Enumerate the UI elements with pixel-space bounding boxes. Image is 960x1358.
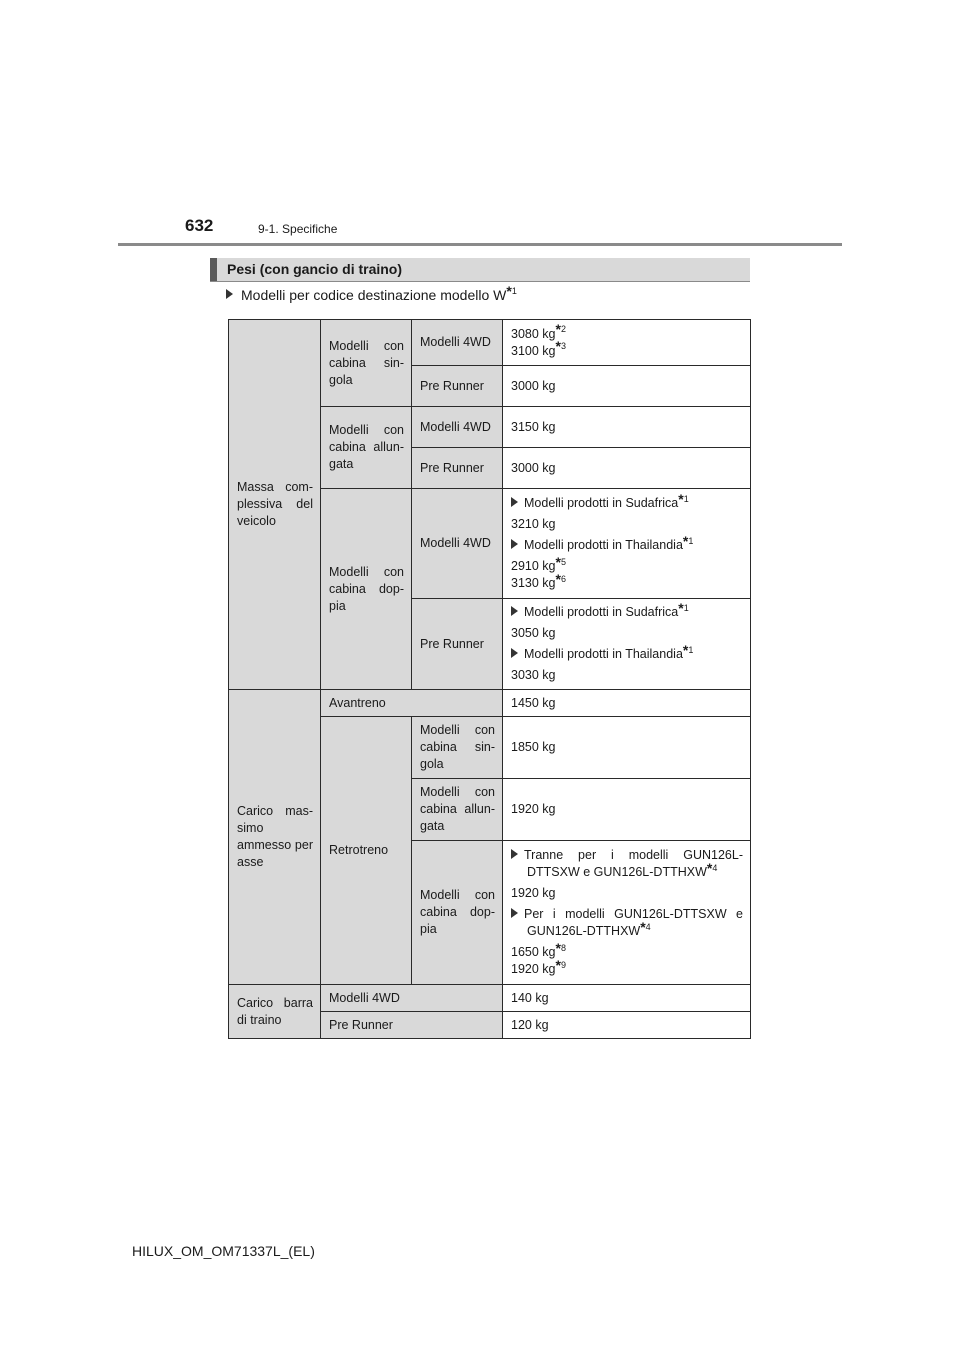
band-title: Pesi (con gancio di traino) (227, 261, 403, 277)
subtitle (226, 283, 517, 303)
footer-code: HILUX_OM_OM71337L_(EL) (132, 1243, 315, 1259)
section-title: 9-1. Specifiche (258, 222, 338, 236)
retro-allungata-value: 1920 kg (503, 779, 751, 841)
massa-singola-4wd-value: 3080 $kg^{*2}$ 3100 $kg^{*3}$ (503, 320, 751, 366)
retro-doppia-label: Modelli con cabina dop- pia (412, 841, 503, 985)
massa-label: Massa com- plessiva del veicolo (229, 320, 321, 690)
retro-allungata-label: Modelli con cabina allun- gata (412, 779, 503, 841)
page-number: 632 (185, 216, 214, 235)
table-row (229, 985, 751, 1012)
massa-singola-label: Modelli con cabina sin- gola (321, 320, 412, 407)
massa-doppia-pr-value: Modelli prodotti in Sudafrica$^{*1}$ 3050 kg Modelli prodotti in Thailandia$^{*1}$ 3030 kg (503, 599, 751, 690)
band-rule (210, 281, 750, 282)
massa-allungata-pr-value: 3000 kg (503, 448, 751, 489)
section-band (210, 258, 750, 281)
triangle-bullet-icon (511, 539, 518, 549)
massa-allungata-label: Modelli con cabina allun- gata (321, 407, 412, 489)
triangle-bullet-icon (511, 648, 518, 658)
asse-label: Carico mas- simo ammesso per asse (229, 690, 321, 985)
massa-doppia-4wd-label: Modelli 4WD (412, 489, 503, 599)
massa-singola-pr-label: Pre Runner (412, 366, 503, 407)
footnote-ref: *1 (506, 283, 517, 300)
barra-4wd-value: 140 kg (503, 985, 751, 1012)
massa-doppia-4wd-value: Modelli prodotti in Sudafrica$^{*1}$ 3210 kg Modelli prodotti in Thailandia$^{*1}$ 2910 $kg^{*5}$ 3130 $kg^{*6}$ (503, 489, 751, 599)
subtitle-text: Modelli per codice destinazione modello W (241, 287, 507, 303)
massa-singola-4wd-label: Modelli 4WD (412, 320, 503, 366)
retro-singola-value: 1850 kg (503, 717, 751, 779)
barra-pr-value: 120 kg (503, 1012, 751, 1039)
barra-label: Carico barra di traino (229, 985, 321, 1039)
triangle-bullet-icon (511, 497, 518, 507)
massa-allungata-4wd-label: Modelli 4WD (412, 407, 503, 448)
triangle-bullet-icon (511, 908, 518, 918)
retrotreno-label: Retrotreno (321, 717, 412, 985)
band-marker (210, 258, 217, 281)
triangle-bullet-icon (226, 289, 233, 299)
triangle-bullet-icon (511, 606, 518, 616)
weights-table (228, 319, 751, 1039)
avantreno-label: Avantreno (321, 690, 503, 717)
massa-singola-pr-value: 3000 kg (503, 366, 751, 407)
table-row (229, 690, 751, 717)
massa-doppia-label: Modelli con cabina dop- pia (321, 489, 412, 690)
triangle-bullet-icon (511, 849, 518, 859)
header-rule (118, 243, 842, 246)
retro-doppia-value: Tranne per i modelli GUN126L- DTTSXW e GUN126L-DTTHXW$^{*4}$ 1920 kg Per i modelli GUN126L-DTTSXW e GUN126L-DTTHXW$^{*4}$ 1650 $kg^{*8}$ 1920 $kg^{*9}$ (503, 841, 751, 985)
retro-singola-label: Modelli con cabina sin- gola (412, 717, 503, 779)
massa-doppia-pr-label: Pre Runner (412, 599, 503, 690)
massa-allungata-pr-label: Pre Runner (412, 448, 503, 489)
table-row (229, 320, 751, 366)
massa-allungata-4wd-value: 3150 kg (503, 407, 751, 448)
barra-4wd-label: Modelli 4WD (321, 985, 503, 1012)
avantreno-value: 1450 kg (503, 690, 751, 717)
barra-pr-label: Pre Runner (321, 1012, 503, 1039)
